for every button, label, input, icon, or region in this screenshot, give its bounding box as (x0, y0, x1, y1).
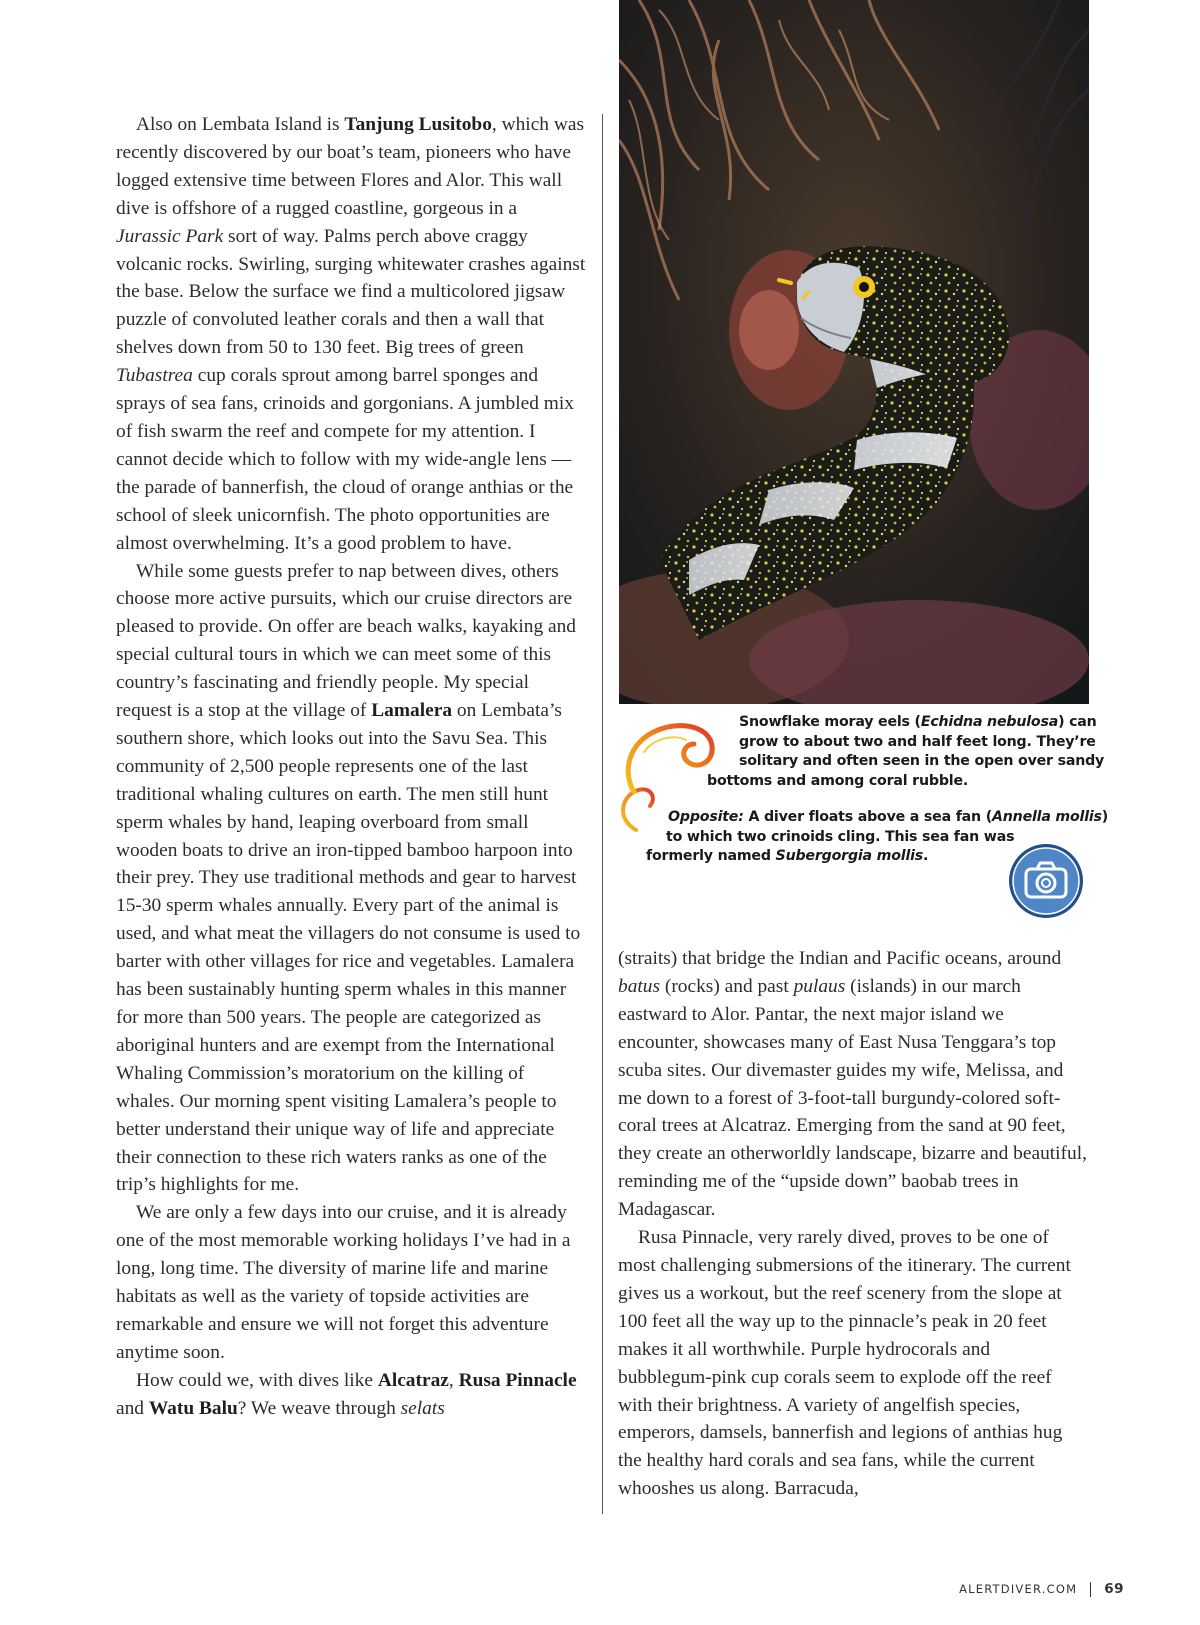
caption-line (640, 808, 1109, 828)
italic-term: Subergorgia mollis (775, 848, 924, 865)
text-run: ? We weave through (237, 1397, 401, 1419)
text-run: ) can (1058, 714, 1097, 730)
paragraph (116, 558, 586, 1200)
text-run: (islands) in our march eastward to Alor. Pantar, the next major island we encounter, showcases many of East Nusa Tenggara’s top scuba sites. Our divemaster guides my wife, Melissa, and me down to a forest of 3-foot-tall burgundy-colored soft-coral trees at Alcatraz. Emerging from the sand at 90 feet, they create an otherworldly landscape, bizarre and beautiful, reminding me of the “upside down” baobab trees in Madagascar. (618, 975, 1087, 1221)
text-run: A diver floats above a sea fan ( (743, 809, 992, 825)
text-run: , which was recently discovered by our boat’s team, pioneers who have logged extensive time between Flores and Alor. This wall dive is offshore of a rugged coastline, gorgeous in a (116, 114, 584, 219)
caption-line (707, 752, 1105, 772)
paragraph (116, 1199, 586, 1366)
italic-term: pulaus (793, 975, 846, 997)
site-name[interactable]: ALERTDIVER.COM (959, 1582, 1078, 1596)
text-run: Snowflake moray eels ( (739, 714, 921, 730)
caption-line (707, 713, 1097, 733)
italic-term: batus (618, 975, 661, 997)
text-run: to which two crinoids cling. This sea fan was (666, 828, 1015, 845)
article-column-right (618, 945, 1088, 1503)
text-run: on Lembata’s southern shore, which looks out into the Savu Sea. This community of 2,500 people represents one of the last traditional whaling cultures on earth. The men still hunt sperm whales by hand, leaping overboard from small wooden boats to drive an iron-tipped bamboo harpoon into their prey. They use traditional methods and gear to harvest 15-30 sperm whales annually. Every part of the animal is used, and what meat the villagers do not consume is used to barter with other villages for rice and vegetables. Lamalera has been sustainably hunting sperm whales in this manner for more than 500 years. The people are categorized as aboriginal hunters and are exempt from the International Whaling Commission’s moratorium on the killing of whales. Our morning spent visiting Lamalera’s people to better understand their unique way of life and appreciate their connection to these rich waters ranks as one of the trip’s highlights for me. (116, 700, 581, 1196)
caption-line (707, 733, 1096, 753)
text-run: bottoms and among coral rubble. (707, 772, 969, 789)
footer-separator (1090, 1582, 1091, 1597)
italic-term: Opposite: (668, 809, 744, 825)
text-run: ) (1101, 809, 1109, 825)
bold-term: Watu Balu (148, 1397, 238, 1419)
text-run: formerly named (646, 848, 776, 865)
italic-term: Jurassic Park (116, 225, 224, 247)
column-divider (602, 114, 603, 1514)
paragraph (116, 1367, 586, 1423)
paragraph (618, 945, 1088, 1224)
text-run: (rocks) and past (660, 975, 794, 997)
text-run: sort of way. Palms perch above craggy volcanic rocks. Swirling, surging whitewater crashes against the base. Below the surface we find a multicolored jigsaw puzzle of convoluted leather corals and then a wall that shelves down from 50 to 130 feet. Big trees of green (116, 225, 586, 359)
text-run: solitary and often seen in the open over sandy (739, 753, 1105, 770)
camera-icon (1007, 842, 1085, 920)
page-footer (959, 1581, 1124, 1597)
bold-term: Alcatraz (377, 1369, 449, 1391)
text-run: and (116, 1397, 149, 1419)
text-run: Rusa Pinnacle, very rarely dived, proves to be one of most challenging submersions of the itinerary. The current gives us a workout, but the reef scenery from the slope at 100 feet all the way up to the pinnacle’s peak in 20 feet makes it all worthwhile. Purple hydrocorals and bubblegum-pink cup corals seem to explode off the reef with their brightness. A variety of angelfish species, emperors, damsels, bannerfish and legions of anthias hug the healthy hard corals and sea fans, while the current whooshes us along. Barracuda, (618, 1227, 1071, 1500)
photo-caption (707, 713, 1105, 791)
text-run: . (923, 848, 929, 865)
text-run: (straits) that bridge the Indian and Pacific oceans, around (618, 948, 1062, 969)
caption-line (707, 772, 1092, 792)
italic-term: Tubastrea (116, 365, 193, 387)
text-run: How could we, with dives like (136, 1369, 378, 1391)
article-column-left (116, 111, 586, 1423)
text-run: While some guests prefer to nap between dives, others choose more active pursuits, which our cruise directors are pleased to provide. On offer are beach walks, kayaking and special cultural tours in which we can meet some of this country’s fascinating and friendly people. My special request is a stop at the village of (116, 560, 576, 722)
page-number: 69 (1104, 1581, 1124, 1597)
text-run: , (448, 1369, 459, 1391)
italic-term: Echidna nebulosa (920, 714, 1059, 730)
paragraph (116, 111, 586, 558)
italic-term: selats (400, 1397, 445, 1419)
paragraph (618, 1224, 1088, 1503)
bold-term: Rusa Pinnacle (458, 1369, 577, 1391)
text-run: grow to about two and half feet long. They’re (739, 733, 1096, 750)
text-run: cup corals sprout among barrel sponges and sprays of sea fans, crinoids and gorgonians. A jumbled mix of fish swarm the reef and compete for my attention. I cannot decide which to follow with my wide-angle lens — the parade of bannerfish, the cloud of orange anthias or the school of sleek unicornfish. The photo opportunities are almost overwhelming. It’s a good problem to have. (116, 365, 574, 554)
text-run: We are only a few days into our cruise, and it is already one of the most memorable working holidays I’ve had in a long, long time. The diversity of marine life and marine habitats as well as the variety of topside activities are remarkable and ensure we will not forget this adventure anytime soon. (116, 1202, 571, 1363)
bold-term: Lamalera (371, 700, 453, 722)
snowflake-moray-eel-photo (619, 0, 1089, 704)
italic-term: Annella mollis (991, 809, 1102, 825)
text-run: Also on Lembata Island is (136, 114, 345, 135)
bold-term: Tanjung Lusitobo (344, 114, 492, 135)
